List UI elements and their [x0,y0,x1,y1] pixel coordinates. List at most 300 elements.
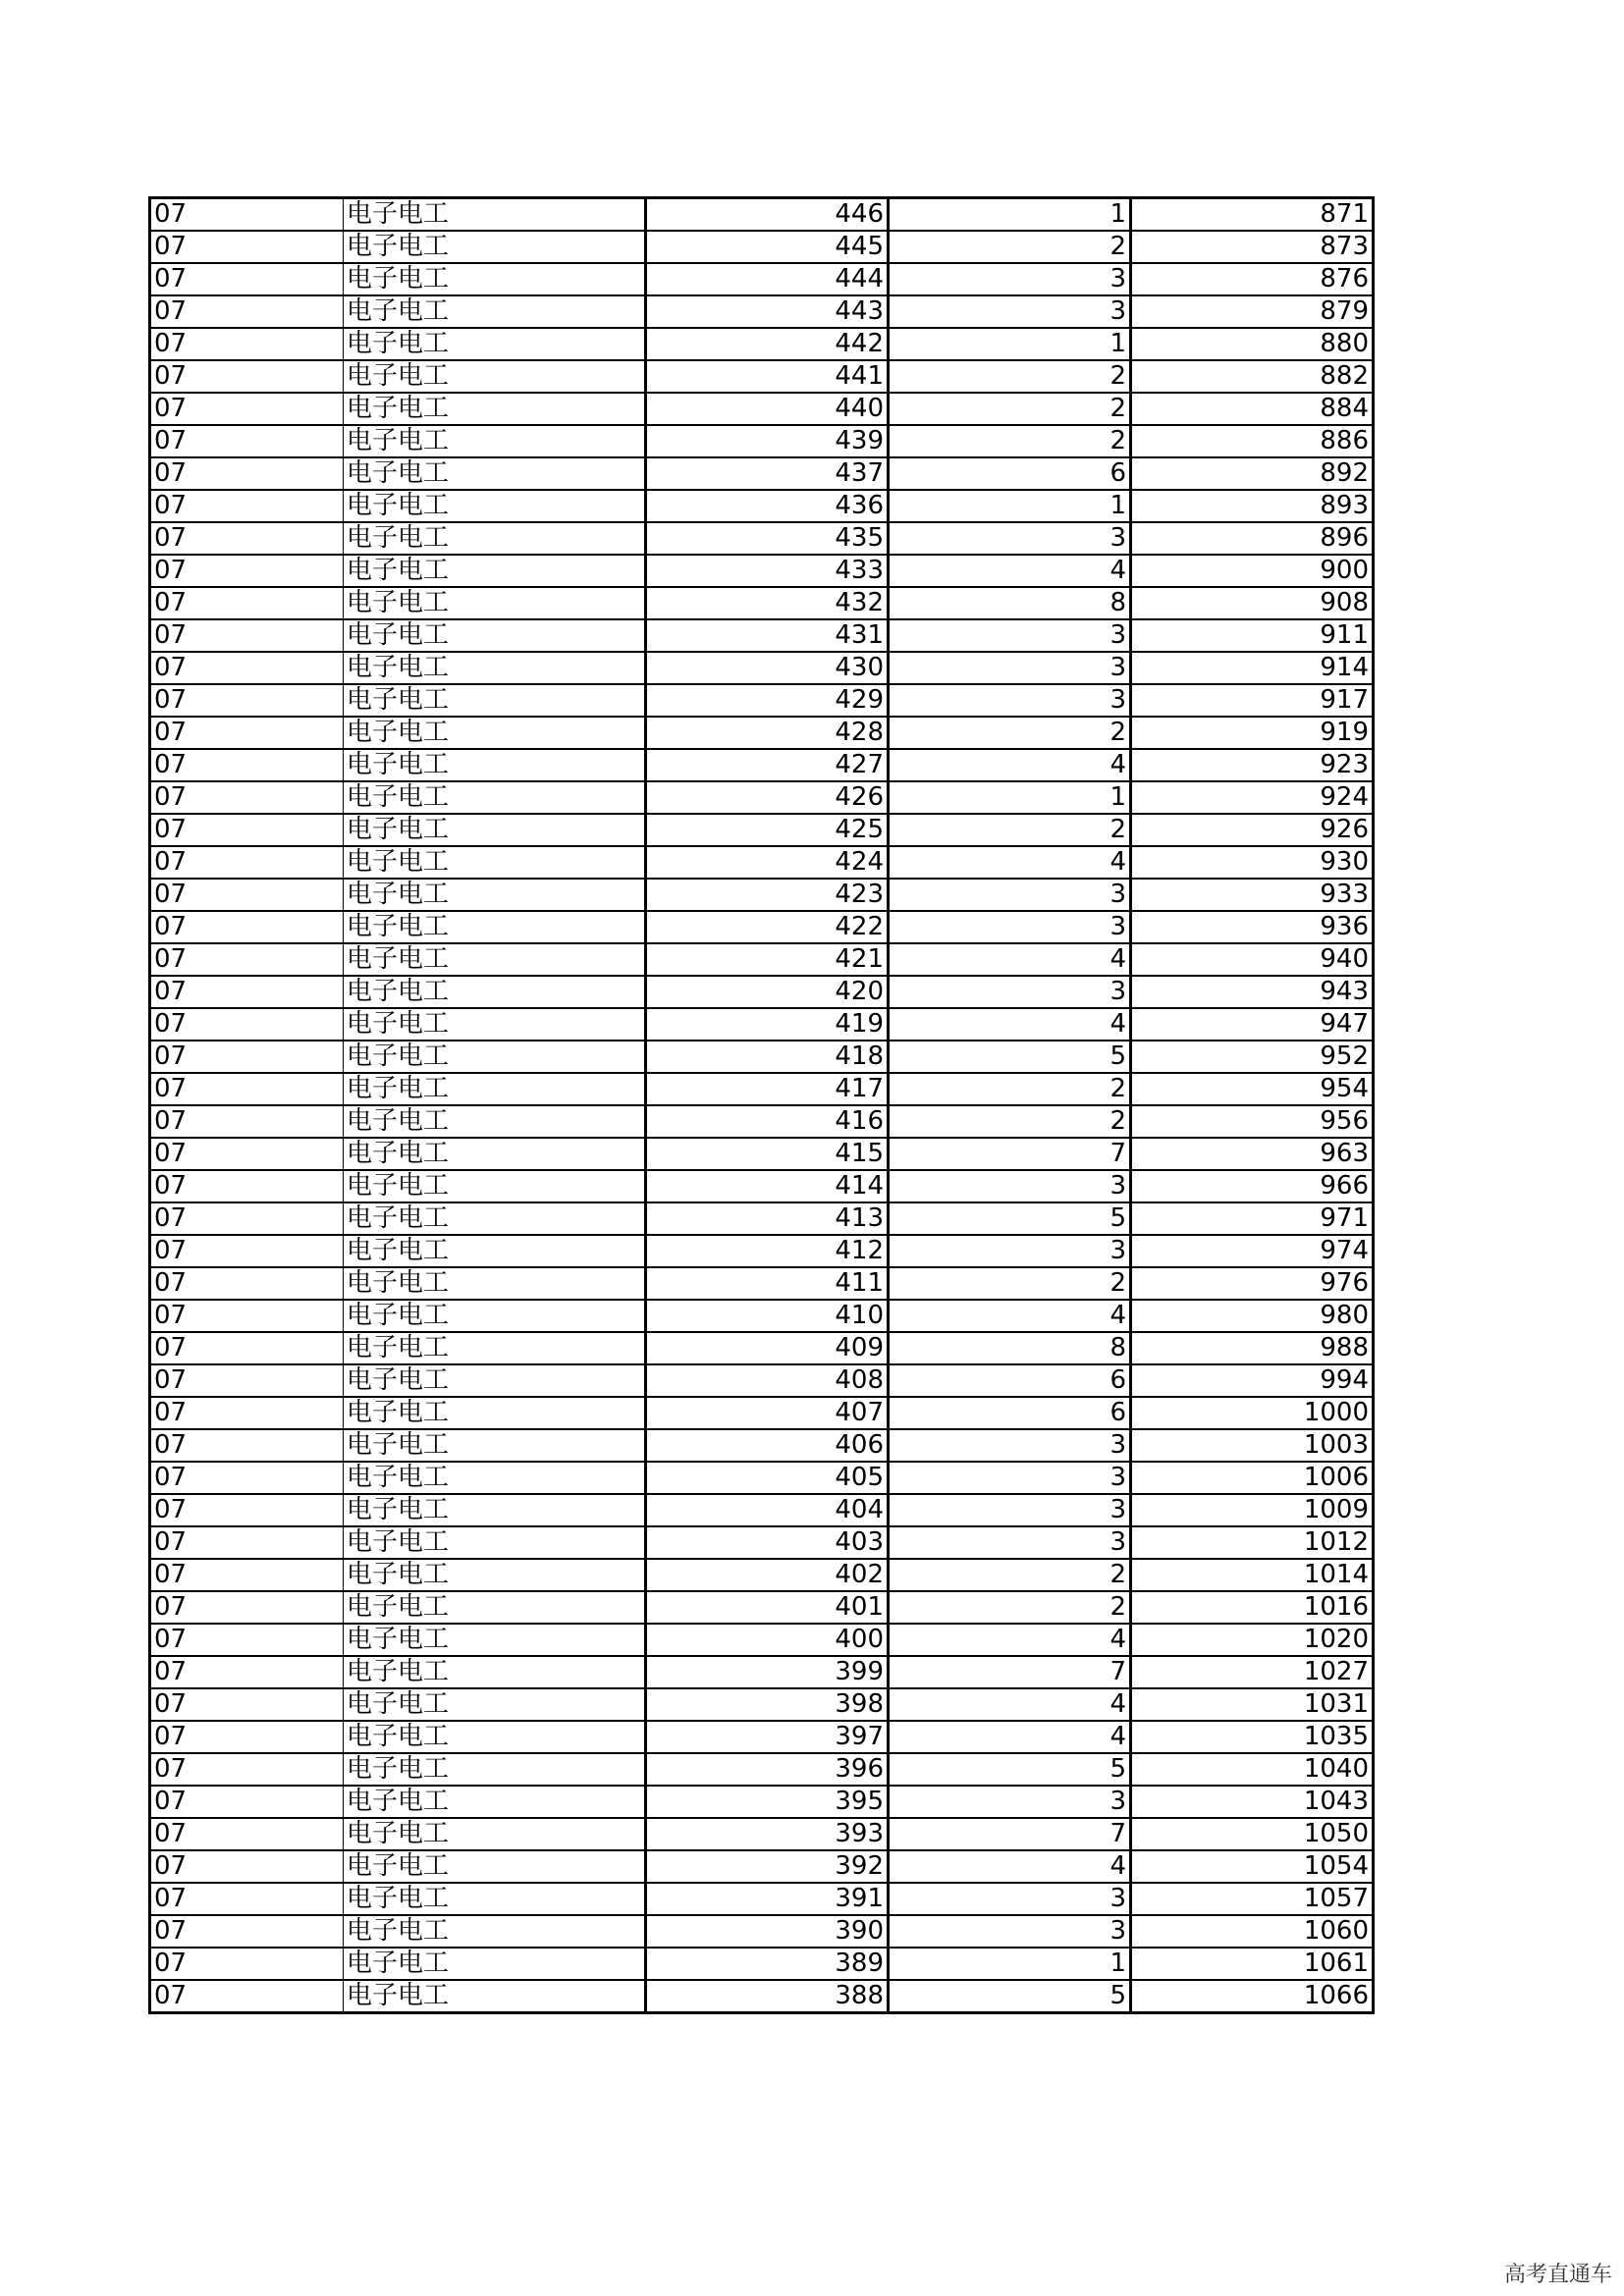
cell-cumulative: 1009 [1131,1494,1374,1526]
cell-cumulative: 876 [1131,263,1374,295]
cell-count: 2 [889,1591,1131,1624]
cell-major: 电子电工 [344,522,646,555]
cell-cumulative: 1014 [1131,1559,1374,1591]
cell-cumulative: 880 [1131,328,1374,360]
cell-cumulative: 930 [1131,846,1374,879]
cell-major: 电子电工 [344,684,646,717]
table-row [150,879,1374,911]
cell-cumulative: 873 [1131,231,1374,263]
cell-count: 4 [889,749,1131,781]
cell-code: 07 [150,1883,344,1915]
cell-count: 2 [889,360,1131,393]
cell-code: 07 [150,749,344,781]
cell-code: 07 [150,717,344,749]
table-row [150,619,1374,652]
cell-score: 389 [646,1948,889,1980]
cell-major: 电子电工 [344,587,646,619]
cell-count: 5 [889,1753,1131,1786]
cell-major: 电子电工 [344,1656,646,1688]
cell-cumulative: 956 [1131,1105,1374,1138]
cell-major: 电子电工 [344,555,646,587]
cell-major: 电子电工 [344,976,646,1008]
cell-count: 1 [889,781,1131,814]
cell-score: 420 [646,976,889,1008]
cell-major: 电子电工 [344,457,646,490]
cell-code: 07 [150,522,344,555]
table-row [150,943,1374,976]
cell-major: 电子电工 [344,1267,646,1300]
cell-score: 404 [646,1494,889,1526]
cell-major: 电子电工 [344,619,646,652]
table-row [150,1721,1374,1753]
table-row [150,1559,1374,1591]
cell-score: 427 [646,749,889,781]
table-row [150,1300,1374,1332]
cell-score: 398 [646,1688,889,1721]
cell-code: 07 [150,911,344,943]
cell-major: 电子电工 [344,943,646,976]
cell-code: 07 [150,1462,344,1494]
cell-major: 电子电工 [344,911,646,943]
cell-major: 电子电工 [344,781,646,814]
cell-major: 电子电工 [344,1753,646,1786]
cell-code: 07 [150,1105,344,1138]
cell-score: 407 [646,1397,889,1429]
cell-cumulative: 940 [1131,943,1374,976]
table-row [150,1753,1374,1786]
table-row [150,1494,1374,1526]
cell-cumulative: 1066 [1131,1980,1374,2013]
cell-code: 07 [150,1656,344,1688]
cell-count: 1 [889,328,1131,360]
table-row [150,1915,1374,1948]
cell-major: 电子电工 [344,490,646,522]
cell-count: 3 [889,1170,1131,1202]
cell-cumulative: 879 [1131,295,1374,328]
table-row [150,231,1374,263]
cell-major: 电子电工 [344,295,646,328]
cell-cumulative: 943 [1131,976,1374,1008]
cell-score: 393 [646,1818,889,1850]
cell-score: 442 [646,328,889,360]
cell-cumulative: 1050 [1131,1818,1374,1850]
cell-major: 电子电工 [344,263,646,295]
cell-count: 4 [889,1721,1131,1753]
table-row [150,457,1374,490]
cell-code: 07 [150,1202,344,1235]
cell-score: 395 [646,1786,889,1818]
cell-cumulative: 892 [1131,457,1374,490]
cell-score: 391 [646,1883,889,1915]
cell-count: 5 [889,1041,1131,1073]
cell-score: 423 [646,879,889,911]
cell-count: 2 [889,425,1131,457]
table-row [150,1364,1374,1397]
cell-major: 电子电工 [344,1364,646,1397]
cell-major: 电子电工 [344,846,646,879]
cell-score: 396 [646,1753,889,1786]
cell-cumulative: 963 [1131,1138,1374,1170]
cell-count: 4 [889,1300,1131,1332]
cell-count: 6 [889,1364,1131,1397]
cell-major: 电子电工 [344,1915,646,1948]
cell-count: 2 [889,1073,1131,1105]
cell-cumulative: 966 [1131,1170,1374,1202]
table-row [150,1202,1374,1235]
cell-score: 422 [646,911,889,943]
cell-score: 399 [646,1656,889,1688]
cell-count: 4 [889,555,1131,587]
table-row [150,1786,1374,1818]
cell-code: 07 [150,555,344,587]
cell-code: 07 [150,587,344,619]
table-row [150,814,1374,846]
watermark-text: 高考直通车 [1503,2263,1612,2287]
table-row [150,1591,1374,1624]
table-row [150,263,1374,295]
table-row [150,1883,1374,1915]
cell-code: 07 [150,1267,344,1300]
cell-major: 电子电工 [344,1591,646,1624]
cell-code: 07 [150,1073,344,1105]
cell-count: 3 [889,1235,1131,1267]
cell-score: 437 [646,457,889,490]
cell-cumulative: 936 [1131,911,1374,943]
table-row [150,1267,1374,1300]
table-row [150,717,1374,749]
cell-code: 07 [150,263,344,295]
cell-code: 07 [150,879,344,911]
cell-score: 435 [646,522,889,555]
cell-cumulative: 1054 [1131,1850,1374,1883]
cell-score: 446 [646,198,889,232]
cell-cumulative: 893 [1131,490,1374,522]
cell-cumulative: 900 [1131,555,1374,587]
table-row [150,749,1374,781]
cell-major: 电子电工 [344,652,646,684]
cell-count: 3 [889,522,1131,555]
table-row [150,393,1374,425]
cell-score: 417 [646,1073,889,1105]
cell-count: 1 [889,490,1131,522]
table-row [150,1170,1374,1202]
table-row [150,1688,1374,1721]
table-row [150,684,1374,717]
cell-cumulative: 988 [1131,1332,1374,1364]
cell-score: 429 [646,684,889,717]
cell-cumulative: 914 [1131,652,1374,684]
cell-count: 5 [889,1980,1131,2013]
cell-score: 412 [646,1235,889,1267]
cell-code: 07 [150,295,344,328]
table-row [150,976,1374,1008]
cell-cumulative: 947 [1131,1008,1374,1041]
cell-count: 3 [889,976,1131,1008]
cell-count: 2 [889,1105,1131,1138]
table-row [150,1235,1374,1267]
cell-cumulative: 926 [1131,814,1374,846]
cell-major: 电子电工 [344,879,646,911]
cell-count: 2 [889,814,1131,846]
cell-count: 2 [889,231,1131,263]
score-table-body [150,198,1374,2013]
table-row [150,1008,1374,1041]
cell-count: 8 [889,1332,1131,1364]
cell-major: 电子电工 [344,1526,646,1559]
cell-cumulative: 1027 [1131,1656,1374,1688]
cell-major: 电子电工 [344,360,646,393]
cell-score: 413 [646,1202,889,1235]
cell-code: 07 [150,231,344,263]
cell-count: 3 [889,1526,1131,1559]
cell-cumulative: 952 [1131,1041,1374,1073]
cell-code: 07 [150,1494,344,1526]
cell-count: 2 [889,1267,1131,1300]
cell-count: 2 [889,393,1131,425]
table-row [150,1656,1374,1688]
cell-major: 电子电工 [344,1300,646,1332]
cell-score: 426 [646,781,889,814]
cell-count: 3 [889,1462,1131,1494]
cell-score: 390 [646,1915,889,1948]
cell-cumulative: 1006 [1131,1462,1374,1494]
cell-score: 441 [646,360,889,393]
cell-cumulative: 1020 [1131,1624,1374,1656]
cell-major: 电子电工 [344,1202,646,1235]
cell-code: 07 [150,652,344,684]
cell-score: 428 [646,717,889,749]
cell-count: 3 [889,1915,1131,1948]
table-row [150,1138,1374,1170]
cell-count: 3 [889,1429,1131,1462]
cell-score: 397 [646,1721,889,1753]
cell-code: 07 [150,1818,344,1850]
cell-score: 421 [646,943,889,976]
cell-count: 2 [889,717,1131,749]
cell-code: 07 [150,1915,344,1948]
cell-count: 4 [889,846,1131,879]
cell-cumulative: 1060 [1131,1915,1374,1948]
cell-score: 401 [646,1591,889,1624]
cell-score: 402 [646,1559,889,1591]
table-row [150,425,1374,457]
cell-code: 07 [150,1591,344,1624]
cell-code: 07 [150,425,344,457]
cell-count: 6 [889,1397,1131,1429]
table-row [150,1332,1374,1364]
cell-major: 电子电工 [344,1721,646,1753]
cell-major: 电子电工 [344,198,646,232]
table-row [150,490,1374,522]
cell-major: 电子电工 [344,749,646,781]
cell-count: 4 [889,1850,1131,1883]
cell-code: 07 [150,1948,344,1980]
cell-major: 电子电工 [344,1818,646,1850]
cell-major: 电子电工 [344,1948,646,1980]
cell-score: 416 [646,1105,889,1138]
cell-code: 07 [150,490,344,522]
cell-count: 4 [889,943,1131,976]
cell-code: 07 [150,1753,344,1786]
cell-count: 3 [889,684,1131,717]
cell-count: 1 [889,1948,1131,1980]
cell-score: 431 [646,619,889,652]
cell-score: 410 [646,1300,889,1332]
cell-code: 07 [150,1332,344,1364]
table-row [150,1818,1374,1850]
cell-count: 8 [889,587,1131,619]
table-row [150,1850,1374,1883]
cell-code: 07 [150,1850,344,1883]
cell-score: 405 [646,1462,889,1494]
cell-major: 电子电工 [344,814,646,846]
cell-code: 07 [150,457,344,490]
cell-cumulative: 919 [1131,717,1374,749]
table-row [150,1073,1374,1105]
table-row [150,1624,1374,1656]
cell-count: 4 [889,1624,1131,1656]
cell-cumulative: 882 [1131,360,1374,393]
cell-code: 07 [150,1170,344,1202]
cell-code: 07 [150,846,344,879]
cell-score: 425 [646,814,889,846]
cell-score: 408 [646,1364,889,1397]
cell-cumulative: 917 [1131,684,1374,717]
cell-score: 430 [646,652,889,684]
cell-cumulative: 1000 [1131,1397,1374,1429]
cell-cumulative: 1012 [1131,1526,1374,1559]
cell-code: 07 [150,1688,344,1721]
table-row [150,652,1374,684]
cell-cumulative: 1040 [1131,1753,1374,1786]
cell-code: 07 [150,1559,344,1591]
cell-code: 07 [150,1429,344,1462]
cell-count: 1 [889,198,1131,232]
table-row [150,1948,1374,1980]
cell-cumulative: 924 [1131,781,1374,814]
cell-count: 3 [889,295,1131,328]
cell-count: 2 [889,1559,1131,1591]
table-row [150,1397,1374,1429]
cell-major: 电子电工 [344,1008,646,1041]
table-row [150,1041,1374,1073]
cell-score: 411 [646,1267,889,1300]
cell-score: 432 [646,587,889,619]
cell-major: 电子电工 [344,1235,646,1267]
cell-major: 电子电工 [344,1624,646,1656]
cell-code: 07 [150,1980,344,2013]
cell-count: 3 [889,263,1131,295]
cell-cumulative: 1031 [1131,1688,1374,1721]
cell-code: 07 [150,328,344,360]
cell-cumulative: 1043 [1131,1786,1374,1818]
cell-major: 电子电工 [344,1980,646,2013]
cell-cumulative: 896 [1131,522,1374,555]
cell-cumulative: 933 [1131,879,1374,911]
cell-score: 418 [646,1041,889,1073]
cell-cumulative: 1003 [1131,1429,1374,1462]
score-table [148,196,1375,2014]
cell-score: 409 [646,1332,889,1364]
cell-major: 电子电工 [344,1883,646,1915]
cell-major: 电子电工 [344,1850,646,1883]
cell-cumulative: 923 [1131,749,1374,781]
cell-score: 445 [646,231,889,263]
cell-score: 406 [646,1429,889,1462]
cell-code: 07 [150,1364,344,1397]
cell-score: 440 [646,393,889,425]
cell-code: 07 [150,1300,344,1332]
cell-code: 07 [150,393,344,425]
table-row [150,295,1374,328]
cell-cumulative: 954 [1131,1073,1374,1105]
cell-cumulative: 976 [1131,1267,1374,1300]
cell-code: 07 [150,619,344,652]
cell-major: 电子电工 [344,1559,646,1591]
table-row [150,522,1374,555]
table-row [150,198,1374,232]
table-row [150,911,1374,943]
cell-count: 3 [889,652,1131,684]
cell-major: 电子电工 [344,1494,646,1526]
cell-count: 6 [889,457,1131,490]
cell-major: 电子电工 [344,1170,646,1202]
cell-score: 414 [646,1170,889,1202]
cell-code: 07 [150,1786,344,1818]
cell-cumulative: 1057 [1131,1883,1374,1915]
cell-score: 439 [646,425,889,457]
cell-code: 07 [150,684,344,717]
cell-count: 3 [889,619,1131,652]
cell-code: 07 [150,1624,344,1656]
cell-count: 3 [889,879,1131,911]
cell-code: 07 [150,1008,344,1041]
cell-cumulative: 971 [1131,1202,1374,1235]
cell-code: 07 [150,1397,344,1429]
cell-code: 07 [150,1041,344,1073]
cell-major: 电子电工 [344,1073,646,1105]
cell-major: 电子电工 [344,231,646,263]
table-row [150,1980,1374,2013]
cell-count: 3 [889,1883,1131,1915]
cell-count: 3 [889,1494,1131,1526]
table-row [150,555,1374,587]
cell-major: 电子电工 [344,393,646,425]
table-row [150,1462,1374,1494]
cell-major: 电子电工 [344,1138,646,1170]
cell-code: 07 [150,1721,344,1753]
cell-score: 436 [646,490,889,522]
cell-score: 433 [646,555,889,587]
cell-cumulative: 911 [1131,619,1374,652]
cell-score: 443 [646,295,889,328]
cell-code: 07 [150,814,344,846]
cell-count: 7 [889,1818,1131,1850]
cell-code: 07 [150,198,344,232]
cell-code: 07 [150,781,344,814]
cell-score: 403 [646,1526,889,1559]
table-row [150,328,1374,360]
cell-cumulative: 994 [1131,1364,1374,1397]
cell-code: 07 [150,360,344,393]
cell-major: 电子电工 [344,1332,646,1364]
cell-count: 3 [889,1786,1131,1818]
cell-score: 400 [646,1624,889,1656]
cell-major: 电子电工 [344,1041,646,1073]
cell-cumulative: 908 [1131,587,1374,619]
cell-code: 07 [150,943,344,976]
cell-count: 7 [889,1138,1131,1170]
